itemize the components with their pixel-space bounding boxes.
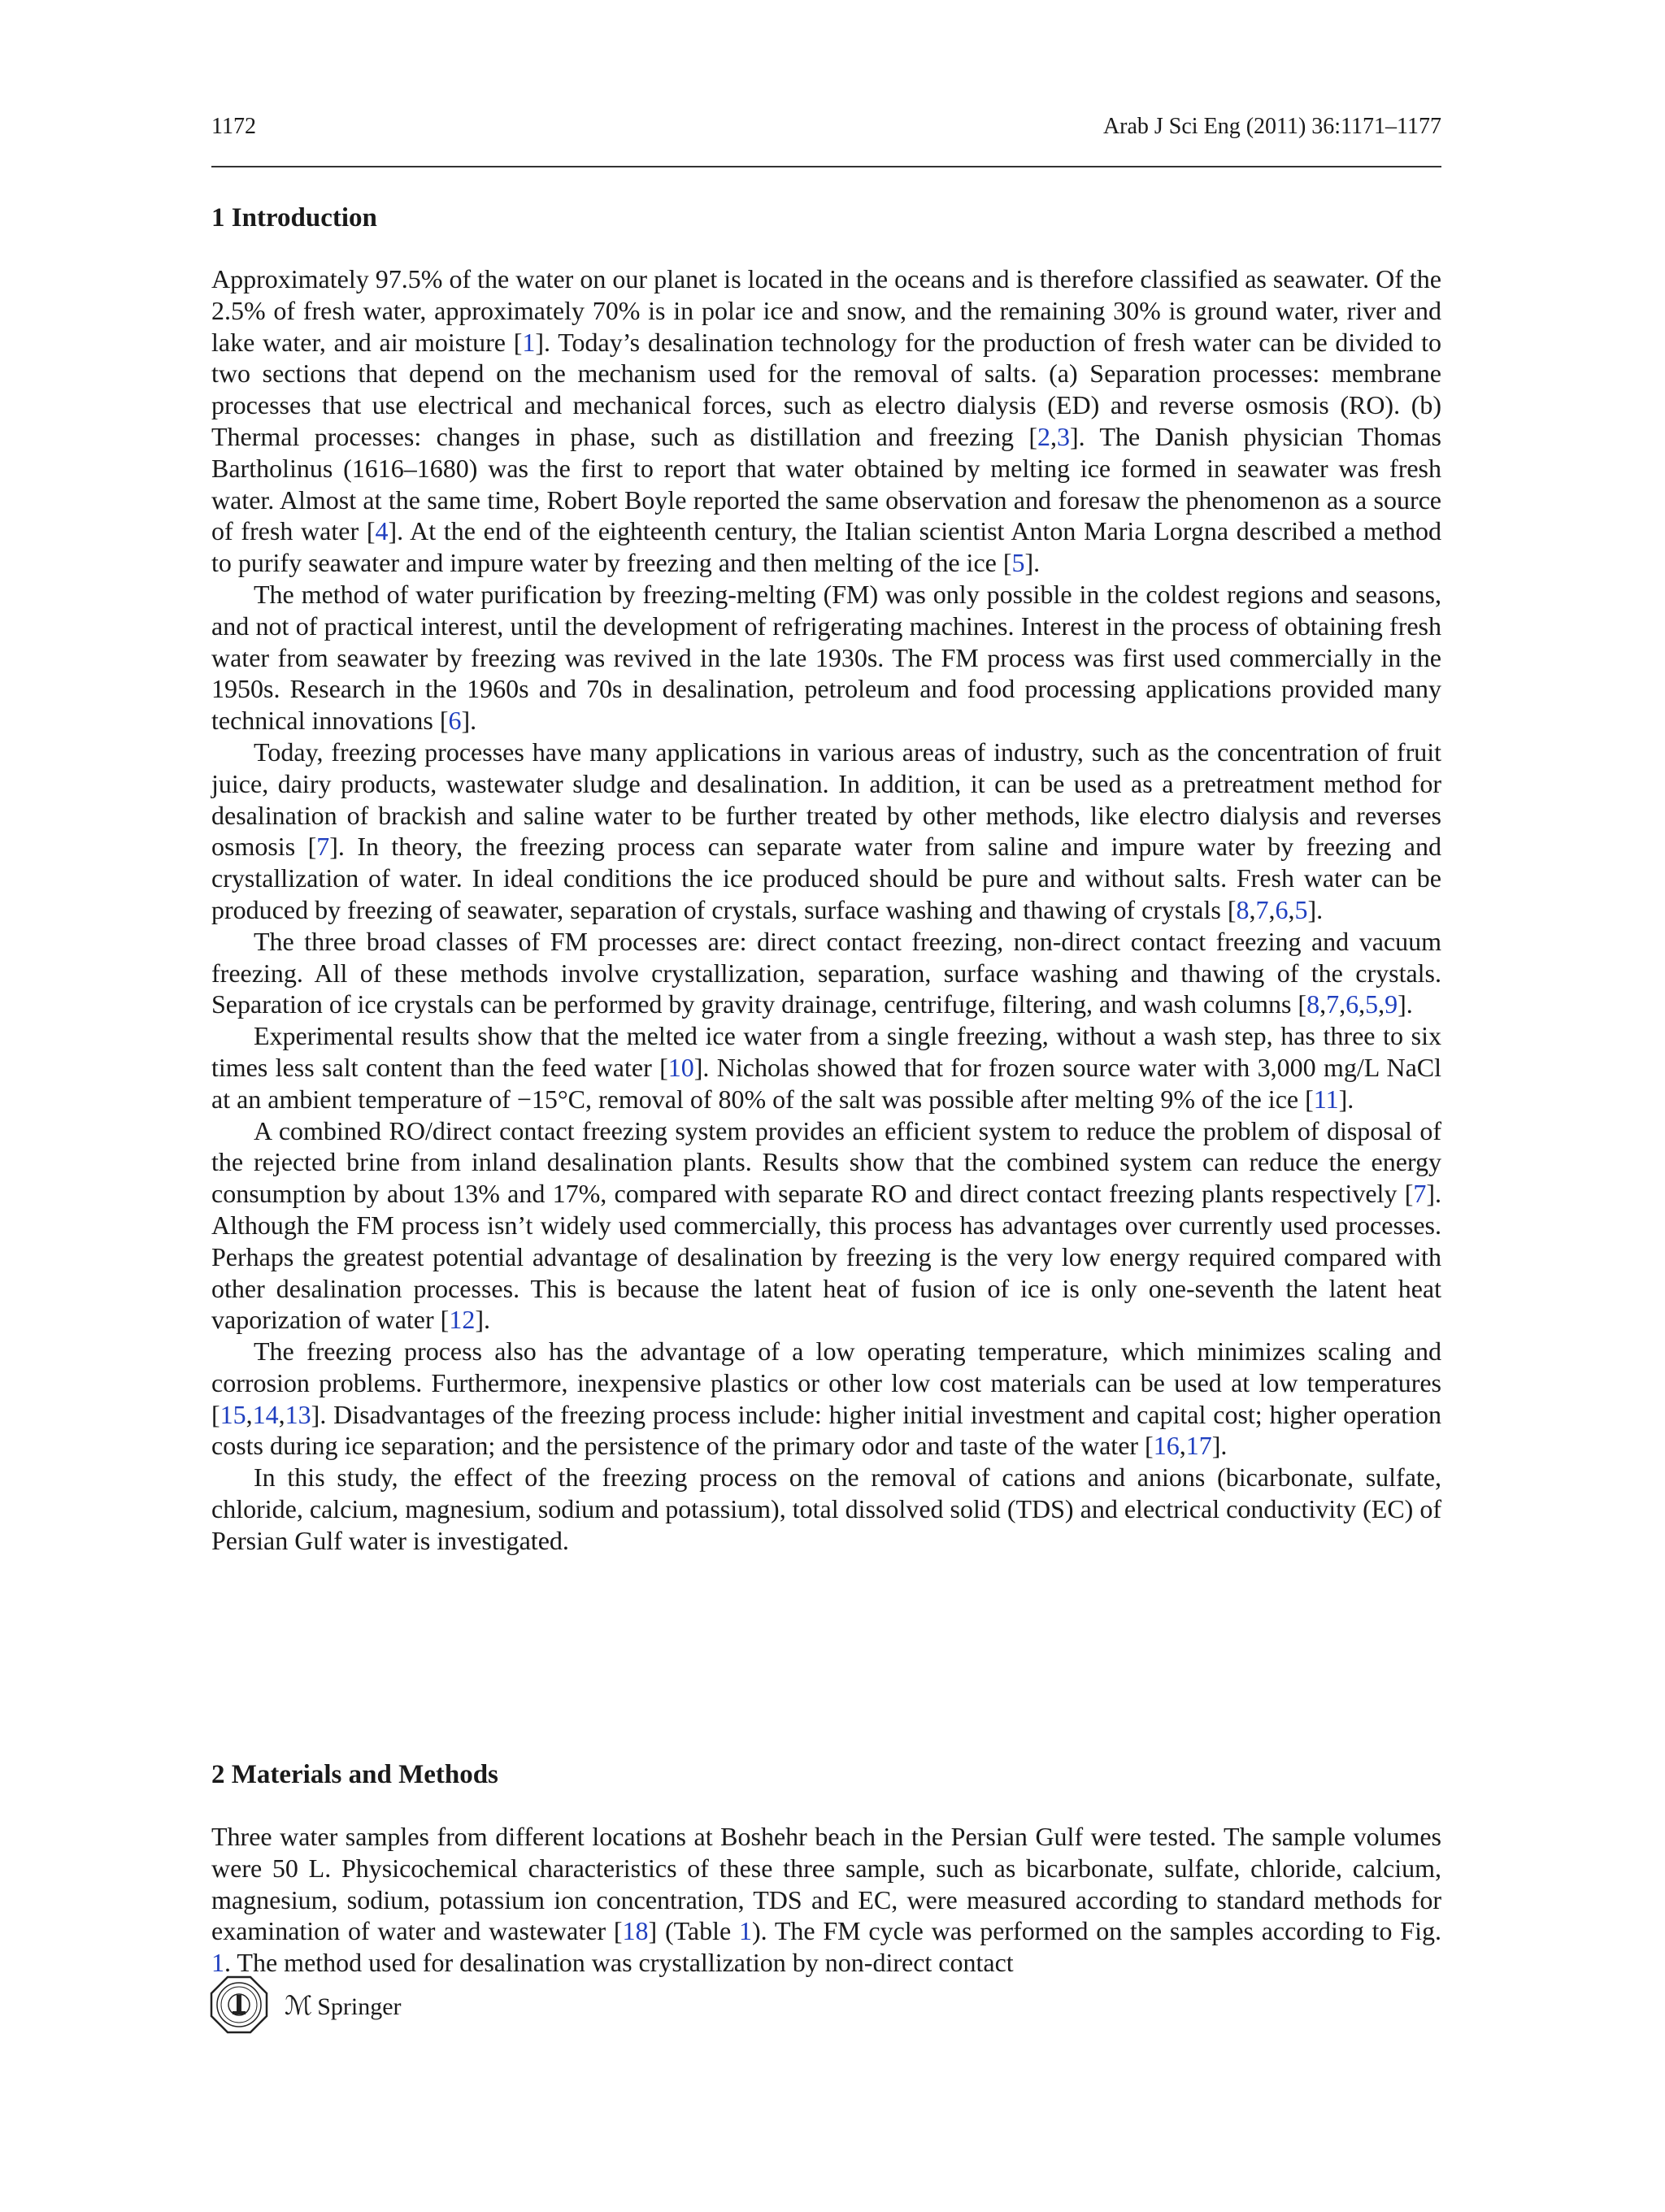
paragraph-text: In this study, the effect of the freezing process on the removal of cations and anions (bicarbonate, sulfate, chloride, calcium, magnesium, sodium and potassium), total dissolved solid (TDS) and electrical conductivity (EC) of Persian Gulf water is investigated. [211, 1462, 1441, 1555]
paragraph-text: ]. Although the FM process isn’t widely used commercially, this process has advantages over currently used processes. Perhaps the greatest potential advantage of desalination by freezing is the very low energy required compared with other desalination processes. This is because the latent heat of fusion of ice is only one-seventh the latent heat vaporization of water [ [211, 1179, 1441, 1335]
paragraph-text: ]. [1338, 1084, 1354, 1114]
paragraph-text: , [1268, 894, 1276, 924]
publisher-label: Springer [317, 1993, 402, 2020]
paragraph-text: , [1339, 989, 1346, 1019]
paragraph [211, 1336, 1441, 1462]
paragraph-text: Experimental results show that the melted ice water from a single freezing, without a wash step, has three to six times less salt content than the feed water [ [211, 1021, 1441, 1082]
citation-link[interactable]: 6 [1345, 989, 1359, 1019]
paragraph-text: The freezing process also has the advantage of a low operating temperature, which minimizes scaling and corrosion problems. Furthermore, inexpensive plastics or other low cost materials can be used at low temperatures [ [211, 1336, 1441, 1429]
paragraph-text: Approximately 97.5% of the water on our planet is located in the oceans and is therefore classified as seawater. Of the 2.5% of fresh water, approximately 70% is in polar ice and snow, and the remaining 30% is ground water, river and lake water, and air moisture [ [211, 264, 1441, 357]
citation-link[interactable]: 1 [522, 327, 536, 357]
paragraph-text: ]. [1024, 548, 1041, 578]
citation-link[interactable]: 1 [211, 1948, 224, 1978]
publisher-name [285, 1990, 402, 2021]
materials-methods-body [211, 1821, 1441, 1979]
paragraph-text: , [1179, 1431, 1186, 1461]
paragraph [211, 926, 1441, 1020]
paragraph-text: ]. The Danish physician Thomas Bartholinus (1616–1680) was the first to report that water obtained by melting ice formed in seawater was fresh water. Almost at the same time, Robert Boyle reported the same observation and foresaw the phenomenon as a source of fresh water [ [211, 421, 1442, 546]
paragraph-text: ). The FM cycle was performed on the samples according to Fig. [752, 1916, 1442, 1946]
running-head: Arab J Sci Eng (2011) 36:1171–1177 [1102, 114, 1441, 139]
citation-link[interactable]: 7 [316, 832, 330, 862]
citation-link[interactable]: 5 [1294, 894, 1308, 924]
paragraph-text: ]. [1211, 1431, 1228, 1461]
page-header [211, 114, 1441, 150]
citation-link[interactable]: 2 [1037, 421, 1050, 451]
citation-link[interactable]: 1 [739, 1916, 752, 1946]
paragraph-text: Today, freezing processes have many applications in various areas of industry, such as the concentration of fruit juice, dairy products, wastewater sludge and desalination. In addition, it can be used as a pretreatment method for desalination of brackish and saline water to be further treated by other methods, like electro dialysis and reverses osmosis [ [211, 737, 1441, 862]
citation-link[interactable]: 18 [622, 1916, 649, 1946]
citation-link[interactable]: 3 [1057, 421, 1070, 451]
paragraph [211, 1821, 1441, 1979]
paragraph-text: ]. [461, 706, 477, 736]
paragraph-text: ]. [1307, 894, 1324, 924]
paragraph [211, 1115, 1441, 1336]
paragraph [211, 1462, 1441, 1556]
citation-link[interactable]: 7 [1413, 1179, 1427, 1209]
paragraph-text: ] (Table [648, 1916, 739, 1946]
citation-link[interactable]: 6 [448, 706, 462, 736]
paragraph-text: , [1319, 989, 1327, 1019]
citation-link[interactable]: 16 [1153, 1431, 1180, 1461]
paragraph-text: The three broad classes of FM processes are: direct contact freezing, non-direct contact freezing and vacuum freezing. All of these methods involve crystallization, separation, surface washing and thawing of the crystals. Separation of ice crystals can be performed by gravity drainage, centrifuge, filtering, and wash columns [ [211, 926, 1441, 1019]
paragraph-text: . The method used for desalination was crystallization by non-direct contact [224, 1948, 1014, 1978]
paragraph-text: , [1378, 989, 1385, 1019]
paragraph [211, 1020, 1441, 1115]
paragraph-text: ]. Disadvantages of the freezing process include: higher initial investment and capital cost; higher operation costs during ice separation; and the persistence of the primary odor and taste of the water [ [211, 1399, 1441, 1461]
citation-link[interactable]: 14 [252, 1399, 279, 1429]
paragraph-text: Three water samples from different locations at Boshehr beach in the Persian Gulf were tested. The sample volumes were 50 L. Physicochemical characteristics of these three sample, such as bicarbonate, sulfate, chloride, calcium, magnesium, sodium, potassium ion concentration, TDS and EC, were measured according to standard methods for examination of water and wastewater [ [211, 1822, 1441, 1946]
citation-link[interactable]: 7 [1326, 989, 1340, 1019]
paragraph-text: The method of water purification by freezing-melting (FM) was only possible in the coldest regions and seasons, and not of practical interest, until the development of refrigerating machines. Interest in the process of obtaining fresh water from seawater by freezing was revived in the late 1930s. The FM process was first used commercially in the 1950s. Research in the 1960s and 70s in desalination, petroleum and food processing applications provided many technical innovations [ [211, 579, 1441, 736]
paragraph-text: ]. [1398, 989, 1413, 1019]
citation-link[interactable]: 12 [449, 1305, 476, 1335]
citation-link[interactable]: 11 [1313, 1084, 1339, 1114]
paragraph-text: ]. At the end of the eighteenth century, the Italian scientist Anton Maria Lorgna described a method to purify seawater and impure water by freezing and then melting of the ice [ [211, 516, 1442, 578]
paragraph-text: ]. Nicholas showed that for frozen source water with 3,000 mg/L NaCl at an ambient temperature of −15°C, removal of 80% of the salt was possible after melting 9% of the ice [ [211, 1052, 1442, 1114]
paragraph-text: ]. In theory, the freezing process can separate water from saline and impure water by freezing and crystallization of water. In ideal conditions the ice produced should be pure and without salts. Fresh water can be produced by freezing of seawater, separation of crystals, surface washing and thawing of crystals [ [211, 832, 1442, 924]
citation-link[interactable]: 5 [1011, 548, 1025, 578]
paragraph-text: ]. Today’s desalination technology for the production of fresh water can be divided to two sections that depend on the mechanism used for the removal of salts. (a) Separation processes: membrane processes that use electrical and mechanical forces, such as electro dialysis (ED) and reverse osmosis (RO). (b) Thermal processes: changes in phase, such as distillation and freezing [ [211, 327, 1442, 451]
citation-link[interactable]: 8 [1306, 989, 1320, 1019]
paragraph-text: , [1359, 989, 1366, 1019]
citation-link[interactable]: 7 [1255, 894, 1269, 924]
citation-link[interactable]: 6 [1275, 894, 1289, 924]
paragraph [211, 737, 1441, 926]
header-rule [211, 166, 1441, 167]
section-title-introduction: 1 Introduction [211, 203, 377, 232]
paragraph-text: , [278, 1399, 285, 1429]
paragraph-text: , [1288, 894, 1295, 924]
citation-link[interactable]: 13 [285, 1399, 311, 1429]
citation-link[interactable]: 15 [220, 1399, 246, 1429]
citation-link[interactable]: 5 [1365, 989, 1379, 1019]
arab-journal-seal-icon [210, 1975, 268, 2034]
paragraph-text: ]. [475, 1305, 490, 1335]
paragraph-text: , [1050, 421, 1057, 451]
citation-link[interactable]: 8 [1236, 894, 1250, 924]
introduction-body [211, 263, 1441, 1557]
citation-link[interactable]: 9 [1385, 989, 1398, 1019]
paragraph-text: A combined RO/direct contact freezing system provides an efficient system to reduce the problem of disposal of the rejected brine from inland desalination plants. Results show that the combined system can reduce the energy consumption by about 13% and 17%, compared with separate RO and direct contact freezing plants respectively [ [211, 1115, 1441, 1209]
section-title-materials-methods: 2 Materials and Methods [211, 1760, 498, 1789]
page-number: 1172 [211, 114, 256, 139]
paragraph [211, 579, 1441, 737]
paragraph-text: , [246, 1399, 253, 1429]
citation-link[interactable]: 4 [375, 516, 389, 546]
paragraph-text: , [1249, 894, 1256, 924]
paragraph [211, 263, 1441, 579]
springer-logo-icon: ℳ [285, 1991, 313, 2020]
citation-link[interactable]: 10 [667, 1052, 694, 1082]
citation-link[interactable]: 17 [1185, 1431, 1212, 1461]
